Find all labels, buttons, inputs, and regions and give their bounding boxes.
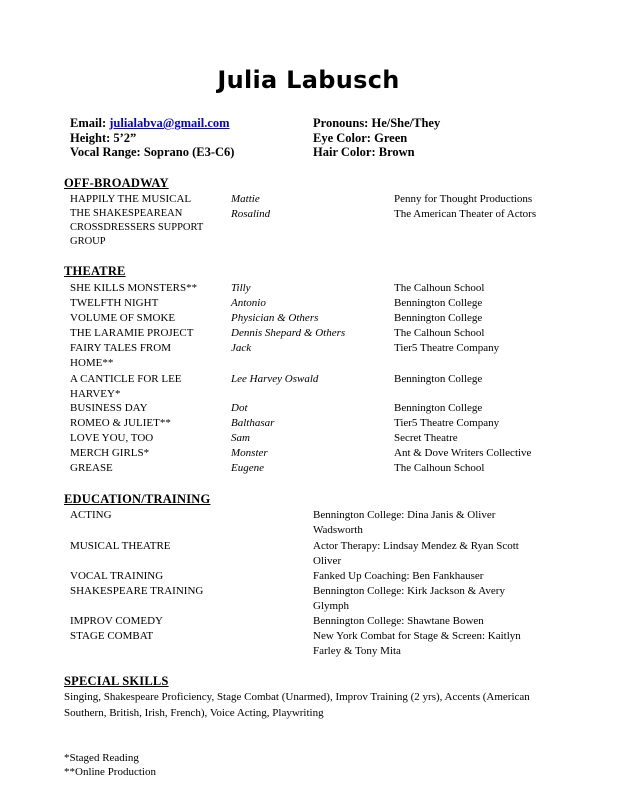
email-row: [70, 116, 234, 131]
footnotes: [64, 752, 156, 779]
credit-show: A CANTICLE FOR LEE HARVEY*: [70, 373, 182, 400]
training-area: ACTING: [70, 509, 112, 521]
credit-role: Balthasar: [231, 417, 275, 429]
credit-role: Mattie: [231, 193, 260, 205]
eye-color: Eye Color: Green: [313, 130, 408, 145]
credit-show: FAIRY TALES FROM HOME**: [70, 342, 171, 369]
credit-row: [70, 401, 570, 416]
email-label: Email:: [70, 116, 107, 130]
credit-company: Tier5 Theatre Company: [394, 342, 500, 354]
training-area: MUSICAL THEATRE: [70, 540, 171, 552]
theatre-list: [70, 281, 570, 476]
credit-show: BUSINESS DAY: [70, 402, 148, 414]
online-production-note: **Online Production: [64, 765, 156, 778]
credit-show: ROMEO & JULIET**: [70, 417, 171, 429]
staged-reading-note: *Staged Reading: [64, 752, 139, 764]
vocal-range: Vocal Range: Soprano (E3-C6): [70, 145, 235, 160]
training-row: [70, 584, 570, 614]
credit-show: SHE KILLS MONSTERS**: [70, 282, 198, 294]
training-detail: Fanked Up Coaching: Ben Fankhauser: [313, 570, 484, 582]
credit-row: [70, 431, 570, 446]
credit-show: HAPPILY THE MUSICAL: [70, 193, 192, 205]
credit-show: GREASE: [70, 462, 113, 474]
training-row: [70, 569, 570, 584]
training-detail: New York Combat for Stage & Screen: Kaitlyn Farley & Tony Mita: [313, 630, 521, 658]
credit-company: Bennington College: [394, 297, 483, 309]
credit-company: Tier5 Theatre Company: [394, 417, 500, 429]
credit-company: The Calhoun School: [394, 282, 485, 294]
off-broadway-heading: OFF-BROADWAY: [64, 176, 169, 190]
credit-row: [70, 326, 570, 341]
credit-role: Eugene: [231, 462, 264, 474]
credit-company: Penny for Thought Productions: [394, 193, 533, 205]
resume-name: Julia Labusch: [217, 66, 400, 94]
credit-role: Antonio: [231, 297, 266, 309]
training-row: [70, 629, 570, 659]
credit-role: Monster: [231, 447, 268, 459]
training-row: [70, 508, 570, 539]
credit-company: Ant & Dove Writers Collective: [394, 447, 532, 459]
credit-show: MERCH GIRLS*: [70, 447, 150, 459]
training-detail: Actor Therapy: Lindsay Mendez & Ryan Scott Oliver: [313, 540, 519, 568]
credit-company: Bennington College: [394, 373, 483, 385]
contact-left: [70, 116, 234, 160]
contact-right: [313, 116, 440, 160]
credit-company: Secret Theatre: [394, 432, 458, 444]
credit-company: The Calhoun School: [394, 327, 485, 339]
credit-role: Lee Harvey Oswald: [231, 373, 319, 385]
training-row: [70, 539, 570, 569]
credit-role: Dennis Shepard & Others: [231, 327, 346, 339]
credit-row: [70, 446, 570, 461]
height: Height: 5’2”: [70, 130, 137, 145]
credit-row: [70, 341, 570, 372]
credit-role: Dot: [231, 402, 248, 414]
training-area: STAGE COMBAT: [70, 630, 154, 642]
credit-row: [70, 192, 570, 207]
credit-role: Rosalind: [231, 208, 271, 220]
training-row: [70, 614, 570, 629]
credit-show: LOVE YOU, TOO: [70, 432, 154, 444]
credit-row: [70, 461, 570, 476]
credit-role: Sam: [231, 432, 250, 444]
credit-show: THE LARAMIE PROJECT: [70, 327, 194, 339]
email-link[interactable]: julialabva@gmail.com: [109, 116, 230, 130]
credit-company: The American Theater of Actors: [394, 208, 537, 220]
credit-show: THE SHAKESPEAREAN CROSSDRESSERS SUPPORT GROUP: [70, 208, 204, 247]
credit-row: [70, 311, 570, 326]
training-detail: Bennington College: Dina Janis & Oliver Wadsworth: [313, 509, 496, 537]
credit-row: [70, 372, 570, 401]
pronouns: Pronouns: He/She/They: [313, 116, 441, 130]
skills-heading: SPECIAL SKILLS: [64, 674, 169, 688]
training-detail: Bennington College: Kirk Jackson & Avery Glymph: [313, 585, 505, 613]
off-broadway-list: [70, 192, 570, 270]
credit-row: [70, 416, 570, 431]
education-heading: EDUCATION/TRAINING: [64, 492, 211, 506]
credit-role: Physician & Others: [231, 312, 319, 324]
credit-row: [70, 207, 570, 270]
skills-text: Singing, Shakespeare Proficiency, Stage Combat (Unarmed), Improv Training (2 yrs), Accents (American Southern, British, Irish, French), Voice Acting, Playwriting: [64, 691, 530, 719]
credit-show: TWELFTH NIGHT: [70, 297, 159, 309]
credit-company: Bennington College: [394, 402, 483, 414]
credit-show: VOLUME OF SMOKE: [70, 312, 176, 324]
credit-company: The Calhoun School: [394, 462, 485, 474]
credit-role: Tilly: [231, 282, 251, 294]
hair-color: Hair Color: Brown: [313, 145, 415, 160]
credit-role: Jack: [231, 342, 252, 354]
training-area: VOCAL TRAINING: [70, 570, 164, 582]
training-detail: Bennington College: Shawtane Bowen: [313, 615, 484, 627]
training-area: IMPROV COMEDY: [70, 615, 164, 627]
credit-company: Bennington College: [394, 312, 483, 324]
theatre-heading: THEATRE: [64, 264, 126, 278]
credit-row: [70, 296, 570, 311]
education-list: [70, 508, 570, 659]
credit-row: [70, 281, 570, 296]
training-area: SHAKESPEARE TRAINING: [70, 585, 204, 597]
